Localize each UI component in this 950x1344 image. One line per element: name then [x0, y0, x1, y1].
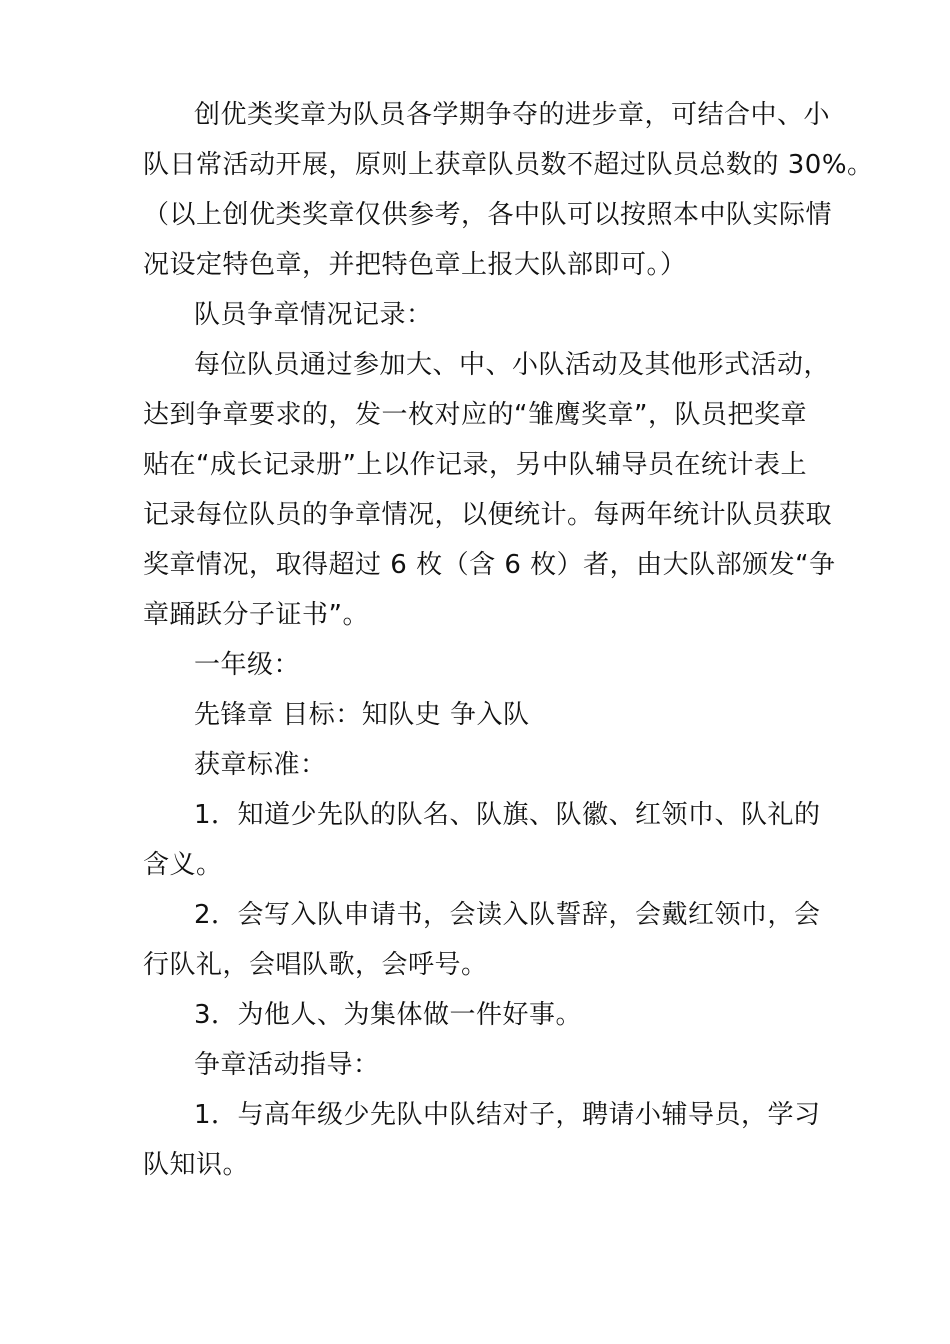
guidance-heading: 争章活动指导： [194, 1050, 380, 1080]
criteria-heading: 获章标准： [194, 750, 327, 780]
paragraph-line: （以上创优类奖章仅供参考，各中队可以按照本中队实际情 [143, 200, 833, 230]
section-heading: 队员争章情况记录： [194, 300, 433, 330]
badge-goal-line: 先锋章 目标：知队史 争入队 [194, 700, 530, 730]
paragraph-line: 记录每位队员的争章情况，以便统计。每两年统计队员获取 [143, 500, 833, 530]
paragraph-line: 达到争章要求的，发一枚对应的“雏鹰奖章”，队员把奖章 [143, 400, 807, 430]
criteria-item: 2．会写入队申请书，会读入队誓辞，会戴红领巾，会 [194, 900, 821, 930]
paragraph-line: 贴在“成长记录册”上以作记录，另中队辅导员在统计表上 [143, 450, 807, 480]
paragraph-line: 每位队员通过参加大、中、小队活动及其他形式活动， [194, 350, 831, 380]
guidance-item: 1．与高年级少先队中队结对子，聘请小辅导员，学习 [194, 1100, 821, 1130]
guidance-item: 队知识。 [143, 1150, 250, 1180]
paragraph-line: 奖章情况，取得超过 6 枚（含 6 枚）者，由大队部颁发“争 [143, 550, 836, 580]
paragraph-line: 创优类奖章为队员各学期争夺的进步章，可结合中、小 [194, 100, 831, 130]
paragraph-line: 章踊跃分子证书”。 [143, 600, 369, 630]
criteria-item: 含义。 [143, 850, 223, 880]
paragraph-line: 队日常活动开展，原则上获章队员数不超过队员总数的 30%。 [143, 150, 874, 180]
paragraph-line: 况设定特色章，并把特色章上报大队部即可。） [143, 250, 687, 280]
criteria-item: 3．为他人、为集体做一件好事。 [194, 1000, 583, 1030]
grade-heading: 一年级： [194, 650, 301, 680]
criteria-item: 1．知道少先队的队名、队旗、队徽、红领巾、队礼的 [194, 800, 821, 830]
criteria-item: 行队礼，会唱队歌，会呼号。 [143, 950, 488, 980]
